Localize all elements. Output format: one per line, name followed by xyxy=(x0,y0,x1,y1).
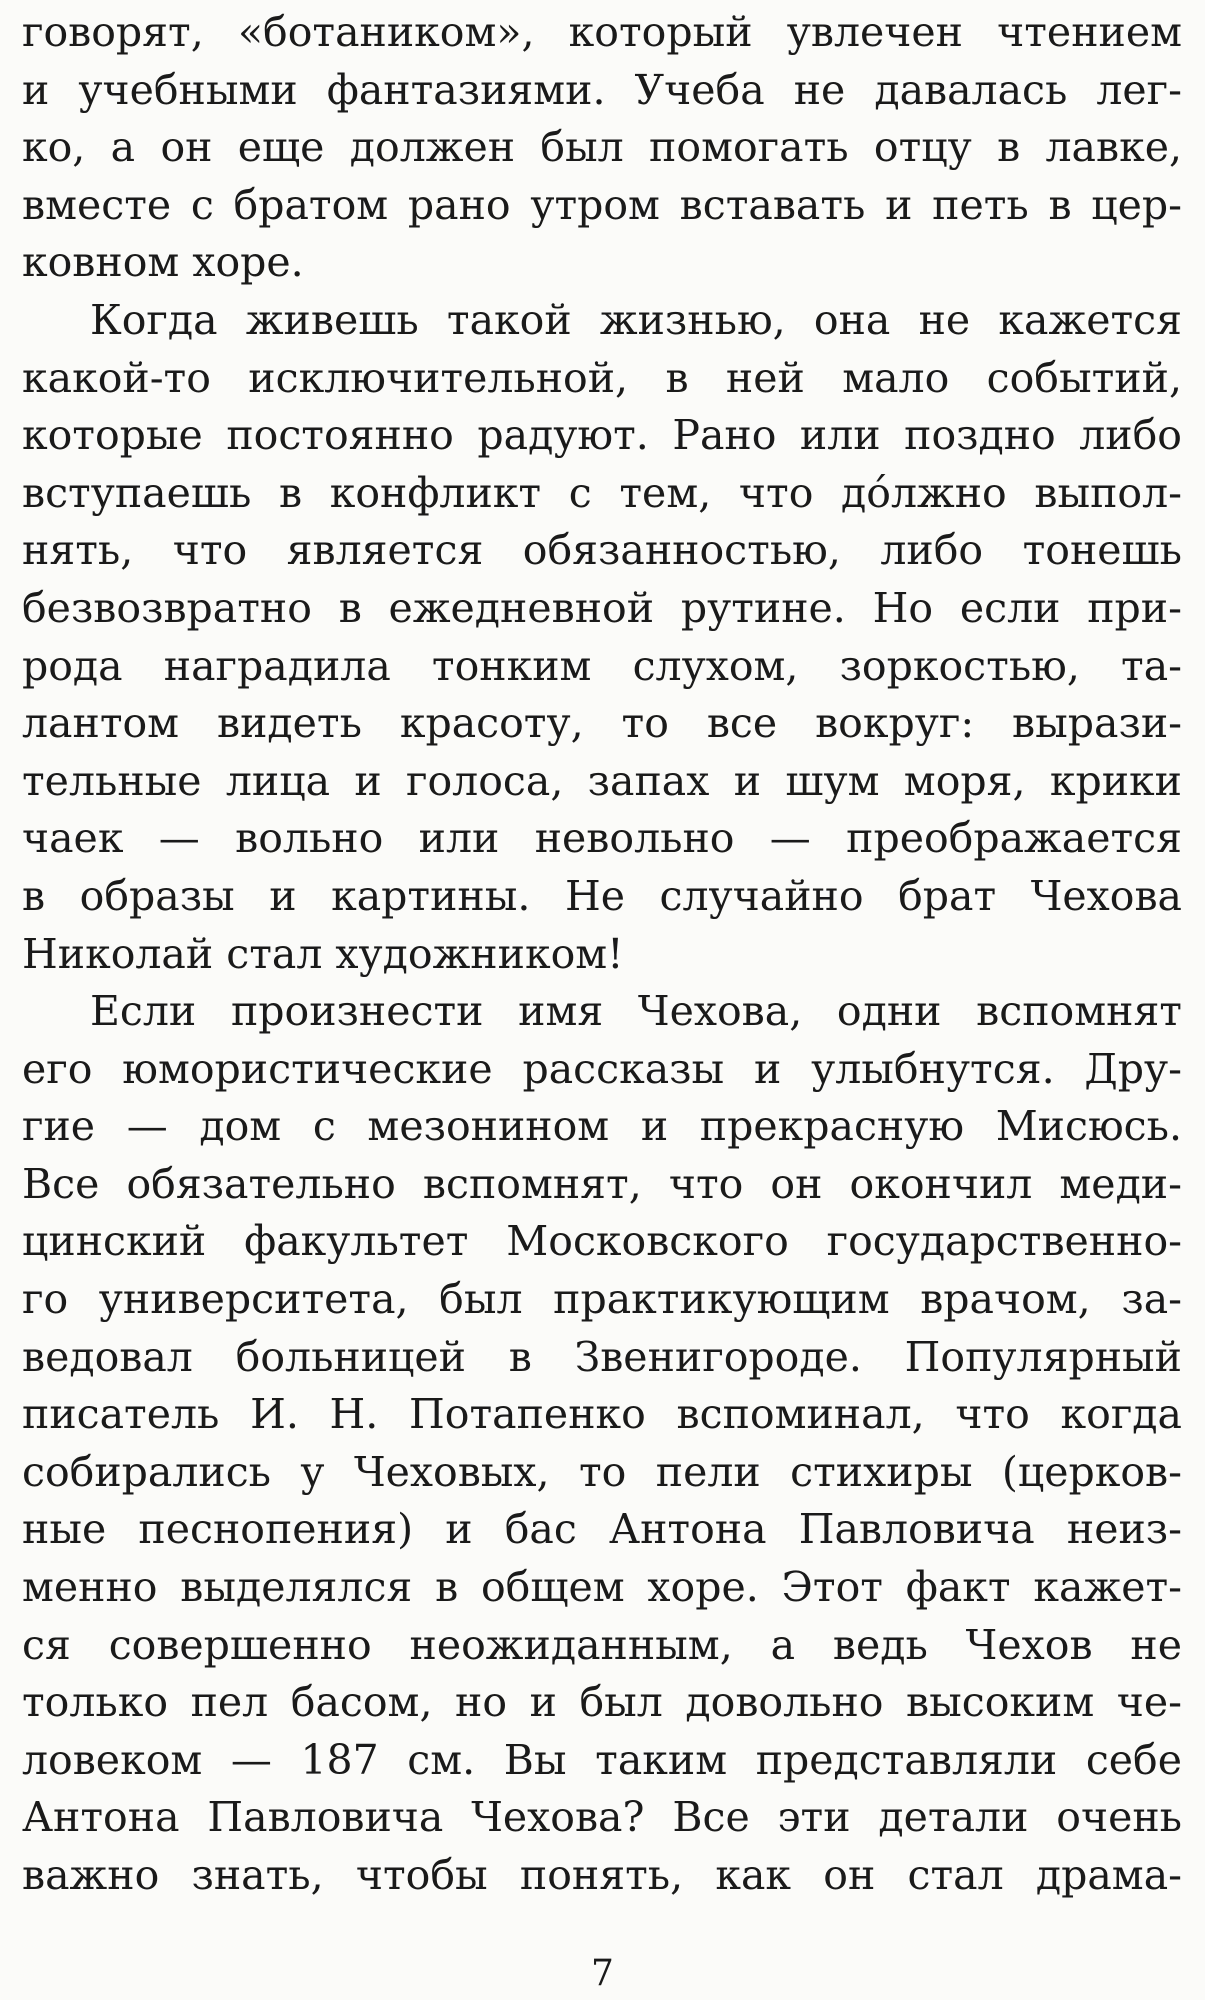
text-line: безвозвратно в ежедневной рутине. Но если при- xyxy=(22,583,1182,632)
text-line: ко, а он еще должен был помогать отцу в лавке, xyxy=(22,123,1182,172)
text-line: говорят, «ботаником», который увлечен чтением xyxy=(22,8,1182,56)
text-line: Антона Павловича Чехова? Все эти детали очень xyxy=(22,1793,1182,1842)
text-line: чаек — вольно или невольно — преображается xyxy=(22,814,1182,863)
text-line: вместе с братом рано утром вставать и петь в цер- xyxy=(22,180,1182,229)
text-line: и учебными фантазиями. Учеба не давалась лег- xyxy=(22,65,1182,114)
text-line: менно выделялся в общем хоре. Этот факт кажет- xyxy=(22,1563,1182,1612)
text-line: ловеком — 187 см. Вы таким представляли себе xyxy=(22,1735,1182,1784)
text-line: Николай стал художником! xyxy=(22,929,624,978)
text-line: Все обязательно вспомнят, что он окончил меди- xyxy=(22,1159,1182,1208)
text-line: нять, что является обязанностью, либо тонешь xyxy=(22,526,1182,575)
text-line: в образы и картины. Не случайно брат Чехова xyxy=(22,871,1182,920)
text-line: какой-то исключительной, в ней мало событий, xyxy=(22,353,1182,402)
text-line: тельные лица и голоса, запах и шум моря, крики xyxy=(22,756,1182,805)
text-line: цинский факультет Московского государственно- xyxy=(22,1217,1182,1266)
text-line: которые постоянно радуют. Рано или поздно либо xyxy=(22,411,1182,460)
text-line: Когда живешь такой жизнью, она не кажется xyxy=(90,295,1182,344)
page-body xyxy=(22,4,1182,1905)
text-line: гие — дом с мезонином и прекрасную Мисюсь. xyxy=(22,1102,1182,1151)
text-line: ся совершенно неожиданным, а ведь Чехов не xyxy=(22,1620,1182,1669)
text-line: го университета, был практикующим врачом, за- xyxy=(22,1275,1182,1324)
text-line: ные песнопения) и бас Антона Павловича неиз- xyxy=(22,1505,1182,1554)
page-number: 7 xyxy=(591,1953,614,1994)
text-line: рода наградила тонким слухом, зоркостью, та- xyxy=(22,641,1182,690)
text-line: его юмористические рассказы и улыбнутся. Дру- xyxy=(22,1044,1182,1093)
text-line: только пел басом, но и был довольно высоким че- xyxy=(22,1678,1182,1727)
text-line: ковном хоре. xyxy=(22,238,304,287)
text-line: лантом видеть красоту, то все вокруг: вырази- xyxy=(22,699,1182,748)
text-line: Если произнести имя Чехова, одни вспомнят xyxy=(90,987,1182,1036)
text-line: важно знать, чтобы понять, как он стал драма- xyxy=(22,1851,1182,1899)
text-line: писатель И. Н. Потапенко вспоминал, что когда xyxy=(22,1390,1182,1439)
text-line: собирались у Чеховых, то пели стихиры (церков- xyxy=(22,1447,1182,1496)
text-line: ведовал больницей в Звенигороде. Популярный xyxy=(22,1332,1182,1381)
text-line: вступаешь в конфликт с тем, что до́лжно выпол- xyxy=(22,468,1182,517)
